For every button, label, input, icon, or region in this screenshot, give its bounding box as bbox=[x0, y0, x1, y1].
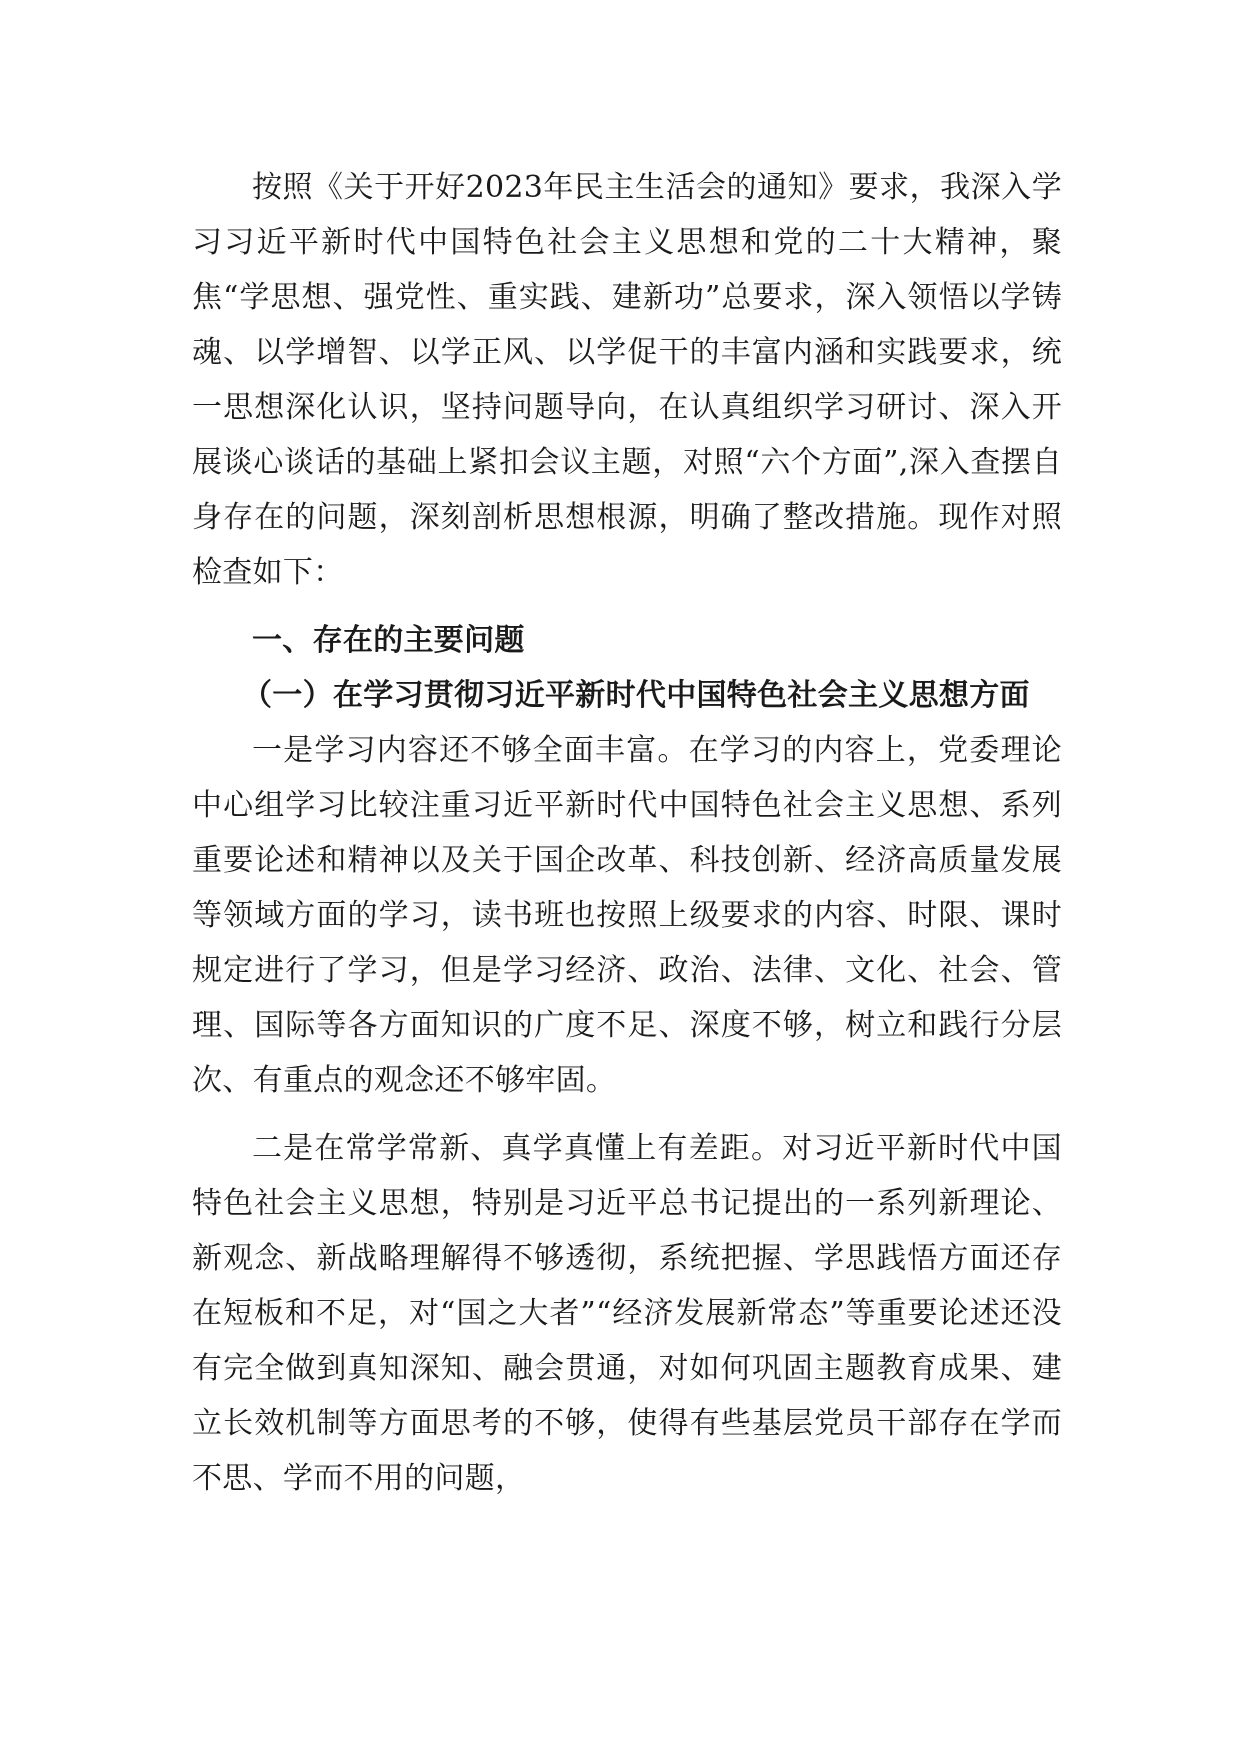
intro-paragraph: 按照《关于开好2023年民主生活会的通知》要求，我深入学习习近平新时代中国特色社会主义思想和党的二十大精神，聚焦“学思想、强党性、重实践、建新功”总要求，深入领悟以学铸魂、以学增智、以学正风、以学促干的丰富内涵和实践要求，统一思想深化认识，坚持问题导向，在认真组织学习研讨、深入开展谈心谈话的基础上紧扣会议主题，对照“六个方面”,深入查摆自身存在的问题，深刻剖析思想根源，明确了整改措施。现作对照检查如下： bbox=[192, 170, 1062, 590]
paragraph-2: 二是在常学常新、真学真懂上有差距。对习近平新时代中国特色社会主义思想，特别是习近平总书记提出的一系列新理论、新观念、新战略理解得不够透彻，系统把握、学思践悟方面还存在短板和不足，对“国之大者”“经济发展新常态”等重要论述还没有完全做到真知深知、融会贯通，对如何巩固主题教育成果、建立长效机制等方面思考的不够，使得有些基层党员干部存在学而不思、学而不用的问题， bbox=[192, 1131, 1062, 1496]
paragraph-1: 一是学习内容还不够全面丰富。在学习的内容上，党委理论中心组学习比较注重习近平新时代中国特色社会主义思想、系列重要论述和精神以及关于国企改革、科技创新、经济高质量发展等领域方面的学习，读书班也按照上级要求的内容、时限、课时规定进行了学习，但是学习经济、政治、法律、文化、社会、管理、国际等各方面知识的广度不足、深度不够，树立和践行分层次、有重点的观念还不够牢固。 bbox=[192, 733, 1062, 1098]
subsection-heading: （一）在学习贯彻习近平新时代中国特色社会主义思想方面 bbox=[242, 678, 1030, 713]
section-heading: 一、存在的主要问题 bbox=[252, 623, 525, 658]
document-body bbox=[192, 160, 1062, 1506]
